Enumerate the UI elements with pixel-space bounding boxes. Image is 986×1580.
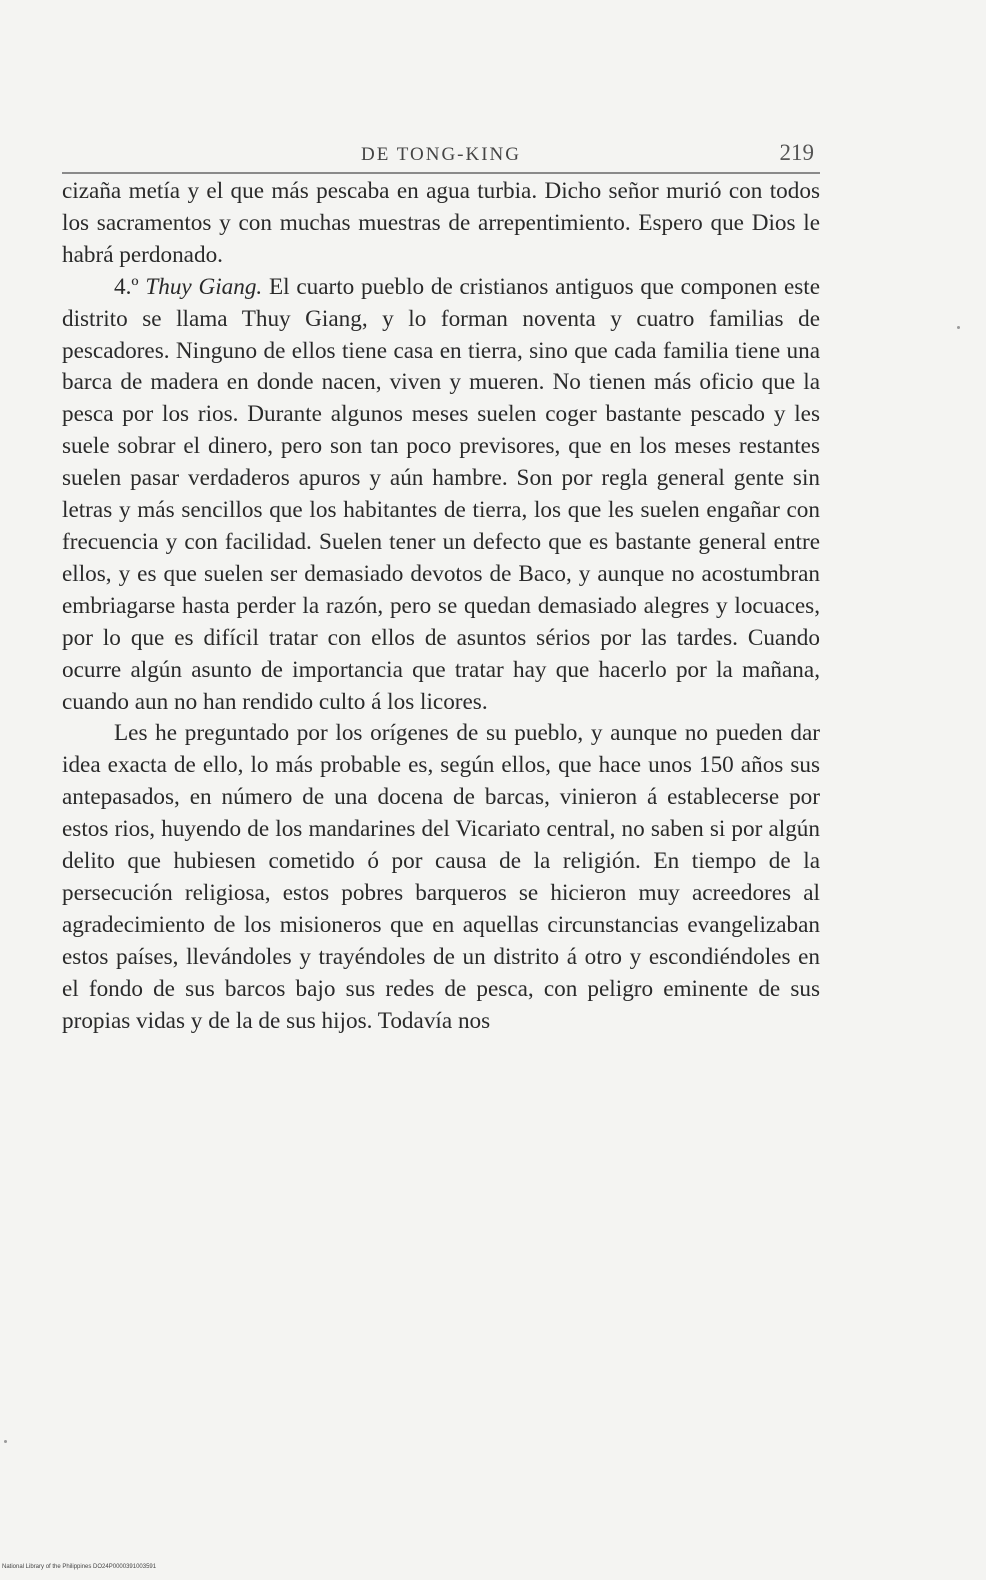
scan-speck [957,326,960,329]
paragraph-3: Les he preguntado por los orígenes de su pueblo, y aunque no pueden dar idea exacta de ello, lo más probable es, según ellos, que hace unos 150 años sus antepasados, en número de una docena de barcas, vinieron á establecerse por estos rios, huyendo de los mandarines del Vicariato central, no saben si por algún delito que hubiesen cometido ó por causa de la religión. En tiempo de la persecución religiosa, estos pobres barqueros se hicieron muy acreedores al agradecimiento de los misioneros que en aquellas circunstancias evangelizaban estos países, llevándoles y trayéndoles de un distrito á otro y escondiéndoles en el fondo de sus barcos bajo sus redes de pesca, con peligro eminente de sus propias vidas y de la de sus hijos. Todavía nos [62,720,820,1034]
paragraph-2-text: El cuarto pueblo de cristianos antiguos que componen este distrito se llama Thuy Giang, y lo forman noventa y cuatro familias de pescadores. Ninguno de ellos tiene casa en tierra, sino que cada familia tiene una barca de madera en donde nacen, viven y mueren. No tienen más oficio que la pesca por los rios. Durante algunos meses suelen coger bastante pescado y les suele sobrar el dinero, pero son tan poco previsores, que en los meses restantes suelen pasar verdaderos apuros y aún hambre. Son por regla general gente sin letras y más sencillos que los habitantes de tierra, los que les suelen engañar con frecuencia y con facilidad. Suelen tener un defecto que es bastante general entre ellos, y es que suelen ser demasiado devotos de Baco, y aunque no acostumbran embriagarse hasta perder la razón, pero se quedan demasiado alegres y locuaces, por lo que es difícil tratar con ellos de asuntos sérios por las tardes. Cuando ocurre algún asunto de importancia que tratar hay que hacerlo por la mañana, cuando aun no han rendido culto á los licores. [62,273,821,715]
running-head: DE TONG-KING [361,144,521,165]
paragraph-2 [62,272,820,719]
paragraph-1: cizaña metía y el que más pescaba en agua turbia. Dicho señor murió con todos los sacramentos y con muchas muestras de arrepentimiento. Espero que Dios le habrá perdonado. [62,178,820,268]
section-number: 4.º [114,273,139,300]
page-header [62,138,820,174]
body-text [62,176,820,1037]
section-title: Thuy Giang. [145,273,263,300]
library-credit: National Library of the Philippines DO24P0000391003591 [2,1564,157,1570]
page-number: 219 [779,140,814,165]
scan-speck [4,1440,7,1443]
